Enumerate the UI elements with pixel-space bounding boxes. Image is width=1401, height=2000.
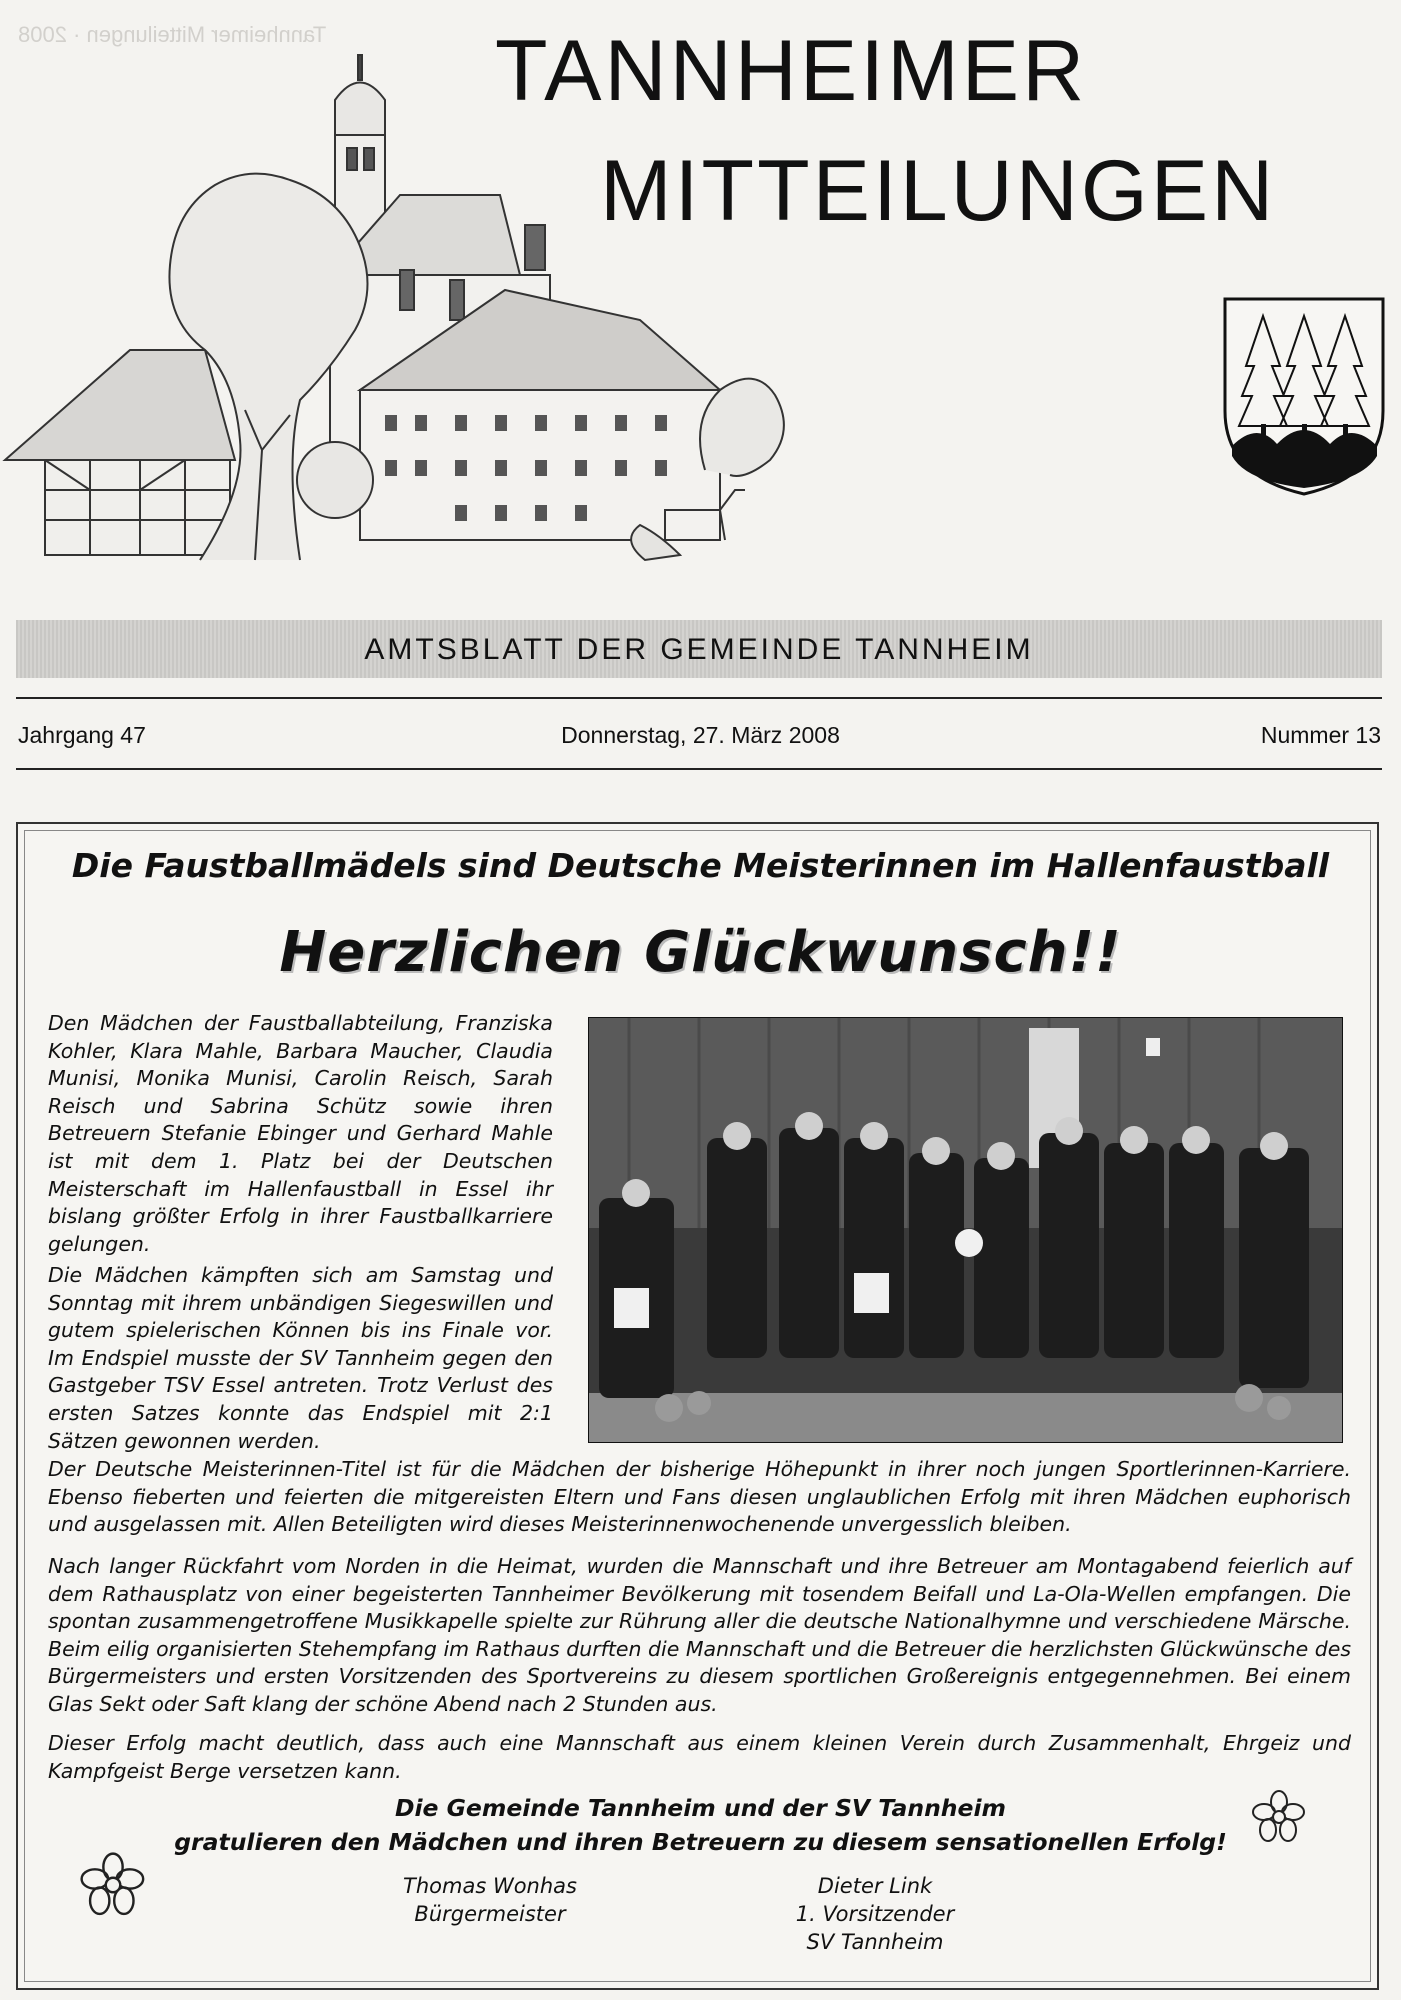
signature-club: SV Tannheim	[806, 1930, 944, 1954]
bleed-through-text: Tannheimer Mitteilungen · 2008	[18, 22, 327, 47]
signature-role: Bürgermeister	[414, 1902, 566, 1926]
team-photo-image	[589, 1018, 1342, 1442]
closing-line-2: gratulieren den Mädchen und ihren Betreuern zu diesem sensationellen Erfolg!	[174, 1828, 1227, 1856]
signature-chairman	[745, 1872, 1005, 1956]
signature-name: Dieter Link	[817, 1874, 933, 1898]
top-rule	[16, 697, 1382, 699]
masthead-title-line2	[600, 142, 1276, 241]
subtitle: AMTSBLATT DER GEMEINDE TANNHEIM	[364, 633, 1034, 666]
article-headline: Herzlichen Glückwunsch!!	[279, 920, 1122, 985]
signature-name: Thomas Wonhas	[403, 1874, 577, 1898]
paragraph-5: Dieser Erfolg macht deutlich, dass auch eine Mannschaft aus einem kleinen Verein durch Zusammenhalt, Ehrgeiz und Kampfgeist Berge versetzen kann.	[48, 1731, 1351, 1783]
flower-icon	[1250, 1788, 1308, 1846]
paragraph-3: Der Deutsche Meisterinnen-Titel ist für die Mädchen der bisherige Höhepunkt in ihrer noch jungen Sportlerinnen-Karriere. Ebenso fieberten und feierten die mitgereisten Eltern und Fans diesen unglaublichen Erfolg mit ihren Mädchen euphorisch und ausgelassen mit. Allen Beteiligten wird dieses Meisterinnenwochenende unvergesslich bleiben.	[48, 1457, 1351, 1537]
paragraph-4: Nach langer Rückfahrt vom Norden in die Heimat, wurden die Mannschaft und ihre Betreuer am Montagabend feierlich auf dem Rathausplatz von einer begeisterten Tannheimer Bevölkerung mit tosendem Beifall und La-Ola-Wellen empfangen. Die spontan zusammengetroffene Musikkapelle spielte zur Rührung aller die deutsche Nationalhymne und verschiedene Märsche. Beim eilig organisierten Stehempfang im Rathaus durften die Mannschaft und die Betreuer die herzlichsten Glückwünsche des Bürgermeisters und ersten Vorsitzenden des Sportvereins zu diesem sportlichen Großereignis entgegennehmen. Bei einem Glas Sekt oder Saft klang der schöne Abend nach 2 Stunden aus.	[48, 1554, 1352, 1716]
coat-of-arms-icon	[1222, 296, 1386, 498]
article-kicker: Die Faustballmädels sind Deutsche Meisterinnen im Hallenfaustball	[71, 846, 1330, 885]
signature-role: 1. Vorsitzender	[795, 1902, 955, 1926]
masthead-title-line1	[495, 22, 1087, 121]
masthead-title-2: MITTEILUNGEN	[600, 143, 1277, 239]
signature-mayor	[360, 1872, 620, 1928]
paragraph-1: Den Mädchen der Faustballabteilung, Franziska Kohler, Klara Mahle, Barbara Maucher, Claudia Munisi, Monika Munisi, Carolin Reisch, Sarah Reisch und Sabrina Schütz sowie ihren Betreuern Stefanie Ebinger und Gerhard Mahle ist mit dem 1. Platz bei der Deutschen Meisterschaft im Hallenfaustball in Essel ihr bislang größter Erfolg in ihrer Faustballkarriere gelungen.	[48, 1011, 553, 1256]
issue-date: Donnerstag, 27. März 2008	[561, 722, 840, 748]
paragraph-2: Die Mädchen kämpften sich am Samstag und Sonntag mit ihrem unbändigen Siegeswillen und gutem spielerischen Können bis ins Finale vor. Im Endspiel musste der SV Tannheim gegen den Gastgeber TSV Essel antreten. Trotz Verlust des ersten Satzes konnte das Endspiel mit 2:1 Sätzen gewonnen werden.	[48, 1263, 553, 1453]
flower-icon	[78, 1850, 148, 1920]
issue-number: Nummer 13	[1260, 722, 1381, 748]
bottom-rule	[16, 768, 1382, 770]
masthead-title-1: TANNHEIMER	[495, 23, 1088, 119]
closing-line-1: Die Gemeinde Tannheim und der SV Tannheim	[394, 1794, 1007, 1822]
team-photo	[588, 1017, 1343, 1443]
volume: Jahrgang 47	[18, 722, 146, 748]
